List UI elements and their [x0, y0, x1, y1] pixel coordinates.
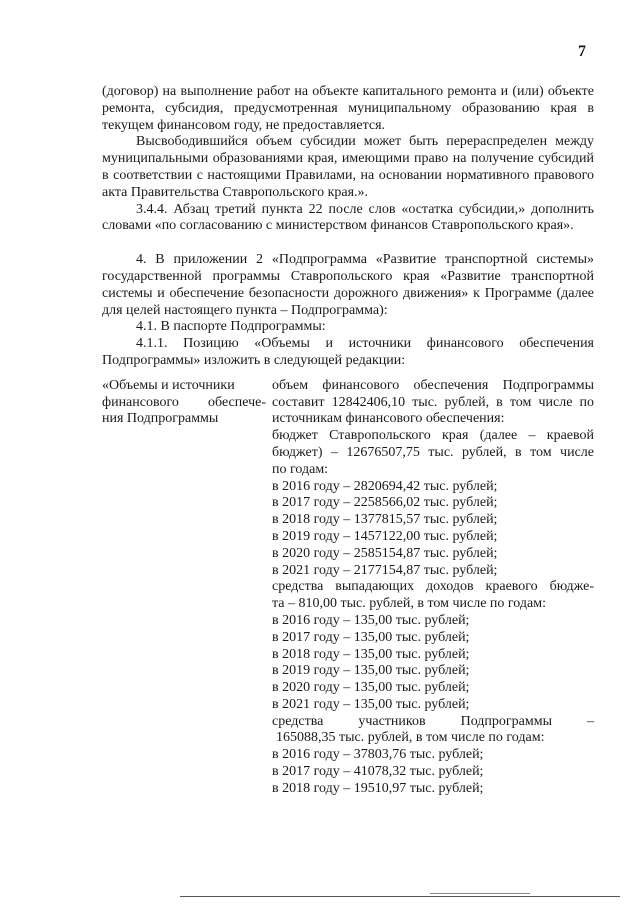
paragraph-1: (договор) на выполнение работ на объекте капитального ремонта и (или) объекте ремонта, субсидия, предусмотренная муниципальному образованию края в текущем финансовом году, не предоставляется.	[102, 84, 594, 133]
table-value-line: 165088,35 тыс. рублей, в том числе по годам:	[276, 730, 545, 746]
table-value-line: в 2016 году – 2820694,42 тыс. рублей;	[272, 478, 498, 494]
table-value-line: в 2021 году – 2177154,87 тыс. рублей;	[272, 562, 498, 578]
table-value-line: в 2020 году – 2585154,87 тыс. рублей;	[272, 545, 498, 561]
page-number: 7	[578, 43, 586, 60]
table-value-line: в 2019 году – 1457122,00 тыс. рублей;	[272, 528, 498, 544]
table-value-line: в 2017 году – 135,00 тыс. рублей;	[272, 629, 470, 645]
paragraph-5: 4.1. В паспорте Подпрограммы:	[136, 319, 326, 335]
funding-table	[102, 378, 594, 798]
table-value-line: та – 810,00 тыс. рублей, в том числе по годам:	[272, 596, 546, 612]
table-value-line: в 2018 году – 1377815,57 тыс. рублей;	[272, 512, 498, 528]
table-value-line: источникам финансового обеспечения:	[272, 411, 505, 427]
table-value-line: в 2016 году – 37803,76 тыс. рублей;	[272, 747, 484, 763]
table-value-line: составит 12842406,10 тыс. рублей, в том числе по	[272, 394, 594, 410]
table-value-line: по годам:	[272, 461, 329, 477]
paragraph-gap	[102, 235, 594, 252]
table-value-line: в 2018 году – 135,00 тыс. рублей;	[272, 646, 470, 662]
table-value-line: объем финансового обеспечения Подпрограммы	[272, 377, 594, 393]
paragraph-3: 3.4.4. Абзац третий пункта 22 после слов «остатка субсидии,» дополнить словами «по согласованию с министерством финансов Ставропольского края».	[102, 201, 594, 234]
table-value-line: в 2017 году – 2258566,02 тыс. рублей;	[272, 495, 498, 511]
bottom-scan-line-short	[430, 893, 530, 894]
table-value-line: в 2019 году – 135,00 тыс. рублей;	[272, 663, 470, 679]
table-value-line: бюджет) – 12676507,75 тыс. рублей, в том числе	[272, 444, 594, 460]
table-value-line: средства участников Подпрограммы –	[272, 713, 594, 729]
table-value-line: в 2020 году – 135,00 тыс. рублей;	[272, 680, 470, 696]
table-label-line: «Объемы и источники	[102, 377, 235, 393]
table-label-line: финансового обеспече-	[102, 394, 266, 410]
table-value-line: средства выпадающих доходов краевого бюдже-	[272, 579, 594, 595]
table-label-line: ния Подпрограммы	[102, 411, 219, 427]
document-body	[102, 84, 594, 798]
table-value-cell	[266, 378, 594, 798]
table-value-line: в 2021 году – 135,00 тыс. рублей;	[272, 696, 470, 712]
paragraph-4: 4. В приложении 2 «Подпрограмма «Развитие транспортной системы» государственной программы Ставропольского края «Развитие транспортной системы и обеспечение безопасности дорожного движения» к Программе (далее для целей настоящего пункта – Подпрограмма):	[102, 252, 594, 318]
table-value-line: в 2017 году – 41078,32 тыс. рублей;	[272, 764, 484, 780]
paragraph-6: 4.1.1. Позицию «Объемы и источники финансового обеспечения Подпрограммы» изложить в следующей редакции:	[102, 336, 594, 368]
table-label-cell	[102, 378, 266, 798]
table-value-line: бюджет Ставропольского края (далее – краевой	[272, 428, 594, 444]
table-value-line: в 2018 году – 19510,97 тыс. рублей;	[272, 780, 484, 796]
table-value-line: в 2016 году – 135,00 тыс. рублей;	[272, 612, 470, 628]
paragraph-2: Высвободившийся объем субсидии может быть перераспределен между муниципальными образованиями края, имеющими право на получение субсидий в соответствии с настоящими Правилами, на основании нормативного правового акта Правительства Ставропольского края.».	[102, 134, 594, 200]
bottom-scan-line	[180, 896, 620, 897]
